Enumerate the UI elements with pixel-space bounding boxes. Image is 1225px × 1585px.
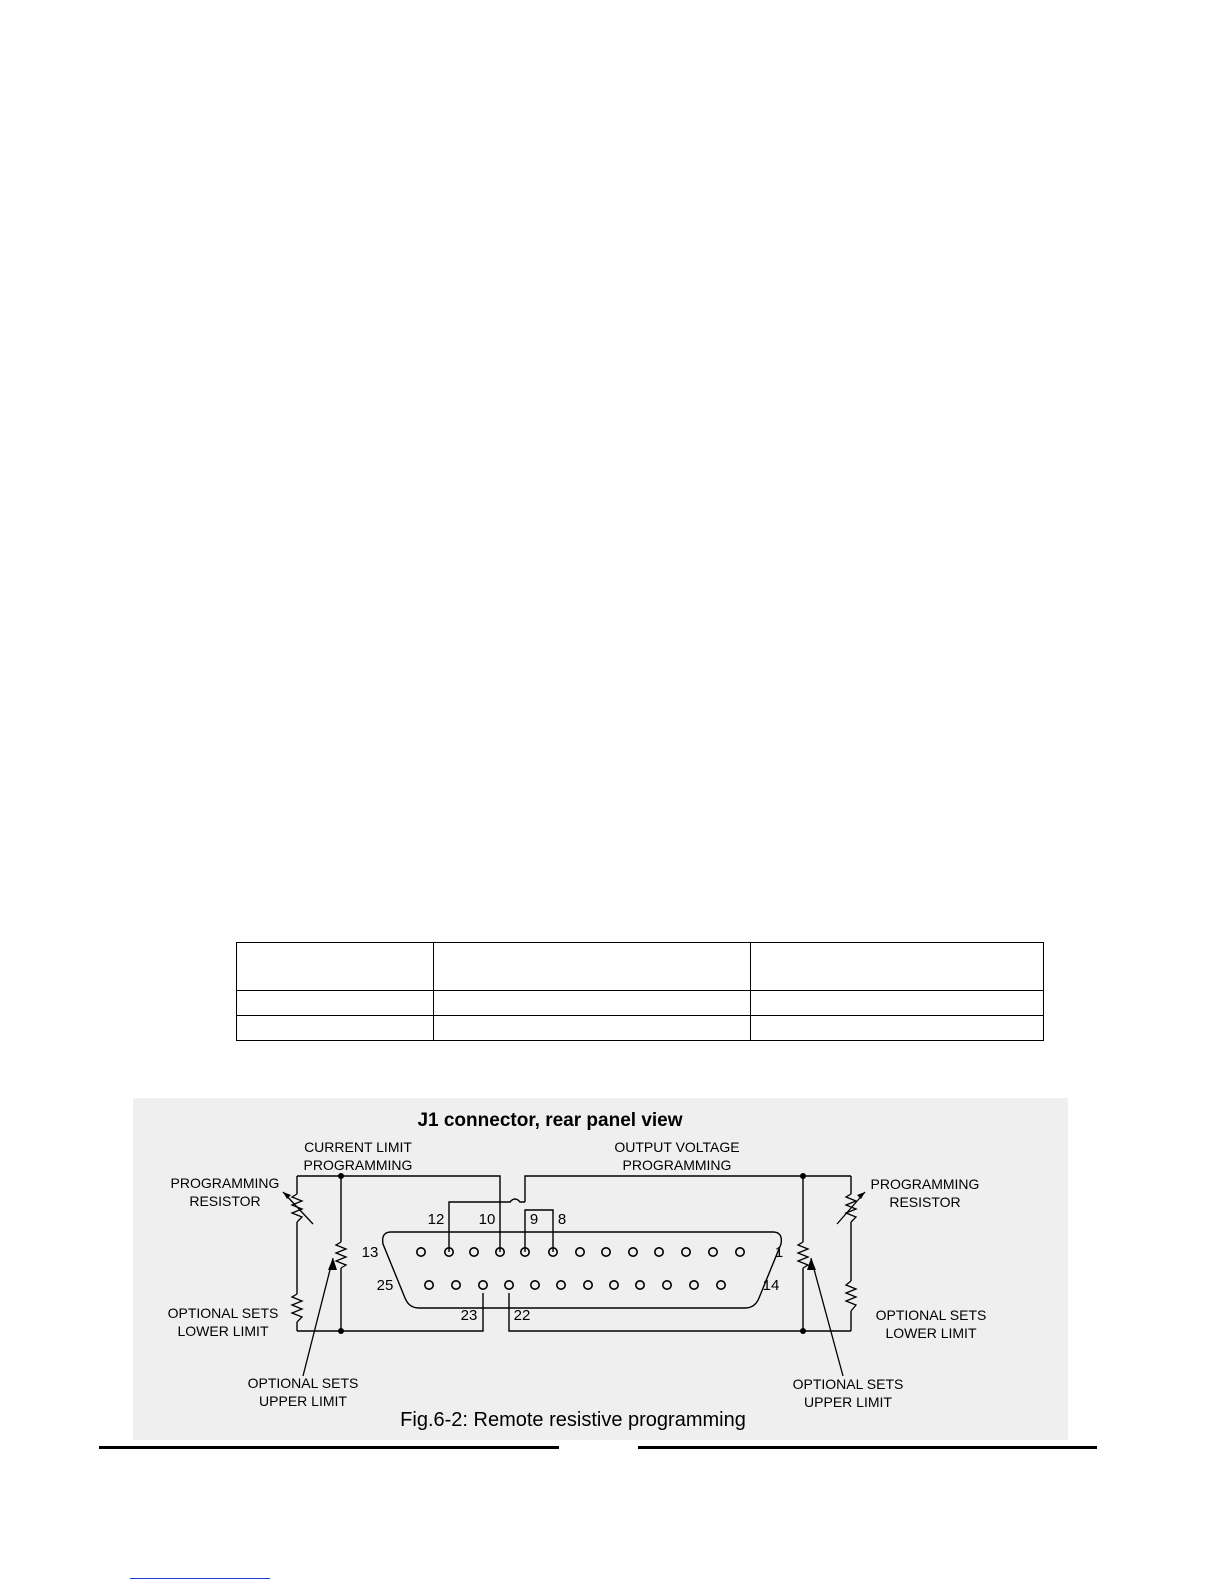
resistor-icon [292,1194,302,1222]
table-cell [751,991,1044,1016]
lower-limit-label-left: OPTIONAL SETS [167,1305,279,1321]
resistor-icon [292,1294,302,1322]
diagram-title: J1 connector, rear panel view [417,1110,683,1131]
pin-label: 22 [513,1307,531,1324]
resistor-icon [846,1281,856,1311]
table-cell [237,991,434,1016]
pin-numbers [362,1211,784,1324]
footer-rule-left [99,1446,559,1449]
table-row [237,1016,1044,1041]
lower-limit-label-left: LOWER LIMIT [177,1323,269,1339]
programming-resistor-label-right: PROGRAMMING [870,1176,980,1192]
blank-table [236,942,1044,1041]
current-limit-label: CURRENT LIMIT [304,1139,412,1155]
resistor-icon [798,1242,808,1268]
upper-limit-label-right: UPPER LIMIT [804,1394,892,1410]
current-limit-label: PROGRAMMING [303,1157,413,1173]
programming-resistor-label-right: RESISTOR [889,1194,961,1210]
wires [297,1176,851,1331]
pin-label: 25 [376,1277,394,1294]
table-cell [237,943,434,991]
resistor-icon [336,1242,346,1268]
table-cell [751,943,1044,991]
footer-rule-right [638,1446,1097,1449]
table-cell [237,1016,434,1041]
table-row [237,991,1044,1016]
pin-label: 8 [557,1211,567,1228]
upper-limit-label-right: OPTIONAL SETS [792,1376,904,1392]
pin-label: 12 [427,1211,445,1228]
pin-label: 13 [361,1244,379,1261]
pin-label: 10 [478,1211,496,1228]
lower-limit-label-right: OPTIONAL SETS [875,1307,987,1323]
table-cell [751,1016,1044,1041]
lower-limit-label-right: LOWER LIMIT [885,1325,977,1341]
footer-link-underline [130,1578,270,1579]
pin-label: 9 [529,1211,539,1228]
output-voltage-label: OUTPUT VOLTAGE [614,1139,740,1155]
table-cell [434,1016,751,1041]
upper-limit-label-left: OPTIONAL SETS [247,1375,359,1391]
programming-resistor-label-left: PROGRAMMING [170,1175,280,1191]
wiring-diagram [133,1098,1068,1440]
figure-caption: Fig.6-2: Remote resistive programming [400,1409,746,1431]
pin-label: 23 [460,1307,478,1324]
pin-label: 14 [762,1277,780,1294]
table-cell [434,991,751,1016]
table-header-row [237,943,1044,991]
table-cell [434,943,751,991]
connector-pins [417,1248,744,1289]
upper-limit-label-left: UPPER LIMIT [259,1393,347,1409]
wiring-diagram-figure [133,1098,1068,1440]
output-voltage-label: PROGRAMMING [622,1157,732,1173]
programming-resistor-label-left: RESISTOR [189,1193,261,1209]
pin-label: 1 [774,1244,784,1261]
